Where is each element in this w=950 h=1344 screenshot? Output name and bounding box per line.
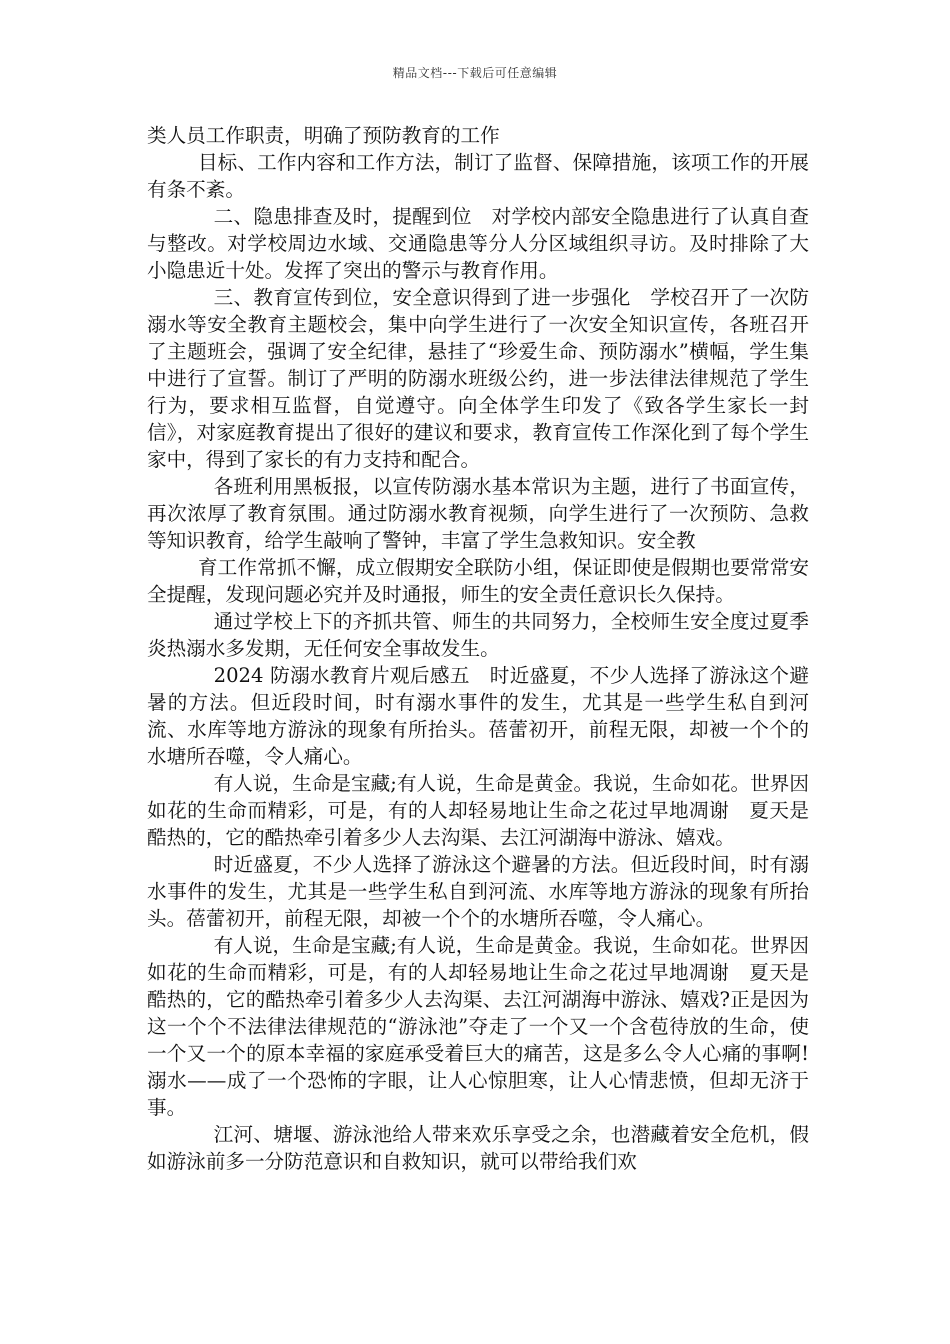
paragraph: 通过学校上下的齐抓共管、师生的共同努力，全校师生安全度过夏季炎热溺水多发期，无任何安全事故发生。 bbox=[147, 610, 809, 660]
paragraph: 有人说，生命是宝藏;有人说，生命是黄金。我说，生命如花。世界因如花的生命而精彩，可是，有的人却轻易地让生命之花过早地凋谢 夏天是酷热的，它的酷热牵引着多少人去沟渠、去江河湖海中游泳、嬉戏?正是因为这一个个不法律法律规范的“游泳池”夺走了一个又一个含苞待放的生命，使一个又一个的原本幸福的家庭承受着巨大的痛苦，这是多么令人心痛的事啊!溺水——成了一个恐怖的字眼，让人心惊胆寒，让人心情悲愤，但却无济于事。 bbox=[147, 934, 809, 1119]
document-body bbox=[147, 122, 809, 1175]
paragraph: 三、教育宣传到位，安全意识得到了进一步强化 学校召开了一次防溺水等安全教育主题校会，集中向学生进行了一次安全知识宣传，各班召开了主题班会，强调了安全纪律，悬挂了“珍爱生命、预防溺水”横幅，学生集中进行了宣誓。制订了严明的防溺水班级公约，进一步法律法律规范了学生行为，要求相互监督，自觉遵守。向全体学生印发了《致各学生家长一封信》，对家庭教育提出了很好的建议和要求，教育宣传工作深化到了每个学生家中，得到了家长的有力支持和配合。 bbox=[147, 286, 809, 471]
paragraph: 各班利用黑板报，以宣传防溺水基本常识为主题，进行了书面宣传，再次浓厚了教育氛围。通过防溺水教育视频，向学生进行了一次预防、急救等知识教育，给学生敲响了警钟，丰富了学生急救知识。安全教 bbox=[147, 475, 809, 552]
paragraph: 江河、塘堰、游泳池给人带来欢乐享受之余，也潜藏着安全危机，假如游泳前多一分防范意识和自救知识，就可以带给我们欢 bbox=[147, 1123, 809, 1173]
paragraph: 二、隐患排查及时，提醒到位 对学校内部安全隐患进行了认真自查与整改。对学校周边水域、交通隐患等分人分区域组织寻访。及时排除了大小隐患近十处。发挥了突出的警示与教育作用。 bbox=[147, 205, 809, 282]
paragraph: 有人说，生命是宝藏;有人说，生命是黄金。我说，生命如花。世界因如花的生命而精彩，可是，有的人却轻易地让生命之花过早地凋谢 夏天是酷热的，它的酷热牵引着多少人去沟渠、去江河湖海中游泳、嬉戏。 bbox=[147, 772, 809, 849]
paragraph: 目标、工作内容和工作方法，制订了监督、保障措施，该项工作的开展有条不紊。 bbox=[147, 151, 809, 201]
paragraph: 时近盛夏，不少人选择了游泳这个避暑的方法。但近段时间，时有溺水事件的发生，尤其是一些学生私自到河流、水库等地方游泳的现象有所抬头。蓓蕾初开，前程无限，却被一个个的水塘所吞噬，令人痛心。 bbox=[147, 853, 809, 930]
paragraph: 2024 防溺水教育片观后感五 时近盛夏，不少人选择了游泳这个避暑的方法。但近段时间，时有溺水事件的发生，尤其是一些学生私自到河流、水库等地方游泳的现象有所抬头。蓓蕾初开，前程无限，却被一个个的水塘所吞噬，令人痛心。 bbox=[147, 664, 809, 768]
paragraph: 类人员工作职责，明确了预防教育的工作 bbox=[147, 124, 500, 147]
paragraph: 育工作常抓不懈，成立假期安全联防小组，保证即使是假期也要常常安全提醒，发现问题必究并及时通报，师生的安全责任意识长久保持。 bbox=[147, 556, 809, 606]
page-header: 精品文档---下载后可任意编辑 bbox=[392, 66, 558, 80]
